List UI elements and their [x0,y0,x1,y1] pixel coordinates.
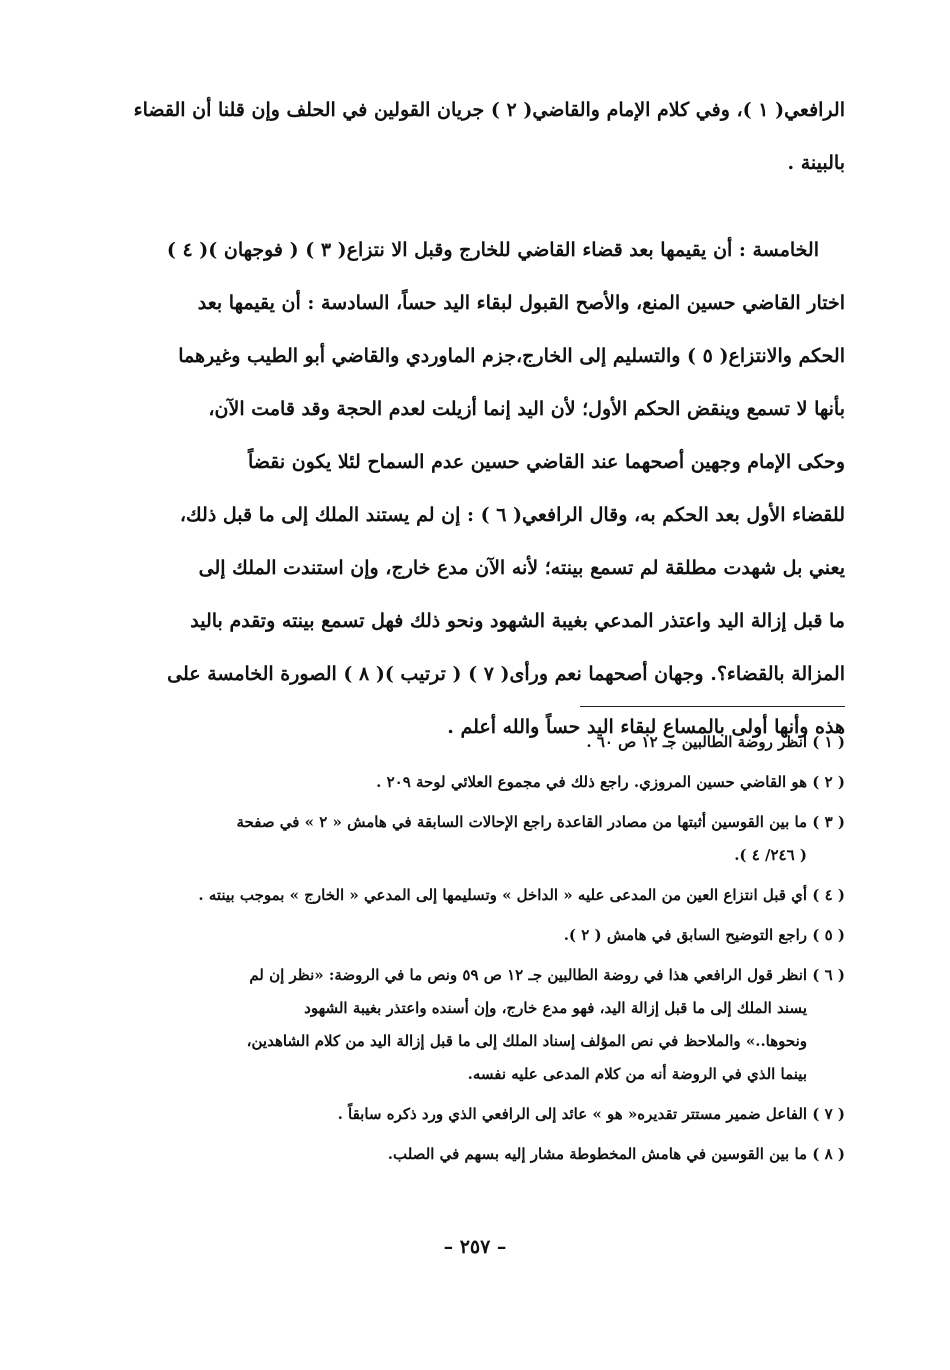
footnote-line: ( ١ ) انظر روضة الطالبين جـ ١٢ ص ٦٠ . [586,733,845,751]
footnote-line: بينما الذي في الروضة أنه من كلام المدعى عليه نفسه. [467,1065,807,1083]
footnote-8 [108,1138,845,1171]
main-text-line: يعني بل شهدت مطلقة لم تسمع بينته؛ لأنه الآن مدع خارج، وإن استندت الملك إلى [198,557,845,579]
main-text-line: الحكم والانتزاع( ٥ ) والتسليم إلى الخارج،جزم الماوردي والقاضي أبو الطيب وغيرهما [178,345,845,367]
footnote-line: ( ٧ ) الفاعل ضمير مستتر تقديره« هو » عائد إلى الرافعي الذي ورد ذكره سابقاً . [337,1105,845,1123]
main-text-line: الرافعي( ١ )، وفي كلام الإمام والقاضي( ٢ ) جريان القولين في الحلف وإن قلنا أن القضاء [133,99,845,121]
main-text-line: الخامسة : أن يقيمها بعد قضاء القاضي للخارج وقبل الا نتزاع( ٣ ) ( فوجهان )( ٤ ) [166,239,819,261]
footnote-4 [108,879,845,912]
main-text-line: بالبينة . [787,152,845,174]
footnote-2 [108,766,845,799]
main-text-line: المزالة بالقضاء؟. وجهان أصحهما نعم ورأى( ٧ ) ( ترتيب )( ٨ ) الصورة الخامسة على [167,663,845,685]
footnote-line: ونحوها..» والملاحظ في نص المؤلف إسناد الملك إلى ما قبل إزالة اليد من كلام الشاهدين، [246,1032,807,1050]
footnote-7 [108,1098,845,1131]
footnote-separator [580,706,845,707]
main-text-line: بأنها لا تسمع وينقض الحكم الأول؛ لأن اليد إنما أزيلت لعدم الحجة وقد قامت الآن، [208,398,845,420]
main-text-line: للقضاء الأول بعد الحكم به، وقال الرافعي( ٦ ) : إن لم يستند الملك إلى ما قبل ذلك، [179,504,845,526]
footnote-line: ( ٨ ) ما بين القوسين في هامش المخطوطة مشار إليه بسهم في الصلب. [387,1145,845,1163]
footnote-line: ( ٢٤٦/ ٤ ). [734,846,807,864]
main-text [100,84,845,754]
footnote-3 [108,806,845,872]
paragraph-gap [100,190,845,224]
main-text-line: اختار القاضي حسين المنع، والأصح القبول لبقاء اليد حساً، السادسة : أن يقيمها بعد [197,292,845,314]
main-text-line: وحكى الإمام وجهين أصحهما عند القاضي حسين عدم السماح لئلا يكون نقضاً [247,451,845,473]
footnote-line: ( ٢ ) هو القاضي حسين المروزي. راجع ذلك في مجموع العلائي لوحة ٢٠٩ . [376,773,845,791]
main-text-line: ما قبل إزالة اليد واعتذر المدعي بغيبة الشهود ونحو ذلك فهل تسمع بينته وتقدم باليد [190,610,845,632]
footnote-line: ( ٥ ) راجع التوضيح السابق في هامش ( ٢ ). [563,926,845,944]
footnote-5 [108,919,845,952]
footnote-1 [108,726,845,759]
main-text-line: هذه وأنها أولى بالمساع لبقاء اليد حساً والله أعلم . [447,716,845,738]
footnote-line: ( ٤ ) أي قبل انتزاع العين من المدعى عليه « الداخل » وتسليمها إلى المدعي « الخارج » بموجب بينته . [198,886,845,904]
footnote-6 [108,959,845,1091]
footnote-line: ( ٣ ) ما بين القوسين أثبتها من مصادر القاعدة راجع الإحالات السابقة في هامش « ٢ » في صفحة [236,813,845,831]
footnotes [108,726,845,1178]
page-number: – ٢٥٧ – [443,1236,507,1258]
footnote-line: يسند الملك إلى ما قبل إزالة اليد، فهو مدع خارج، وإن أسنده واعتذر بغيبة الشهود [304,999,807,1017]
footnote-line: ( ٦ ) انظر قول الرافعي هذا في روضة الطالبين جـ ١٢ ص ٥٩ ونص ما في الروضة: «نظر إن لم [249,966,845,984]
